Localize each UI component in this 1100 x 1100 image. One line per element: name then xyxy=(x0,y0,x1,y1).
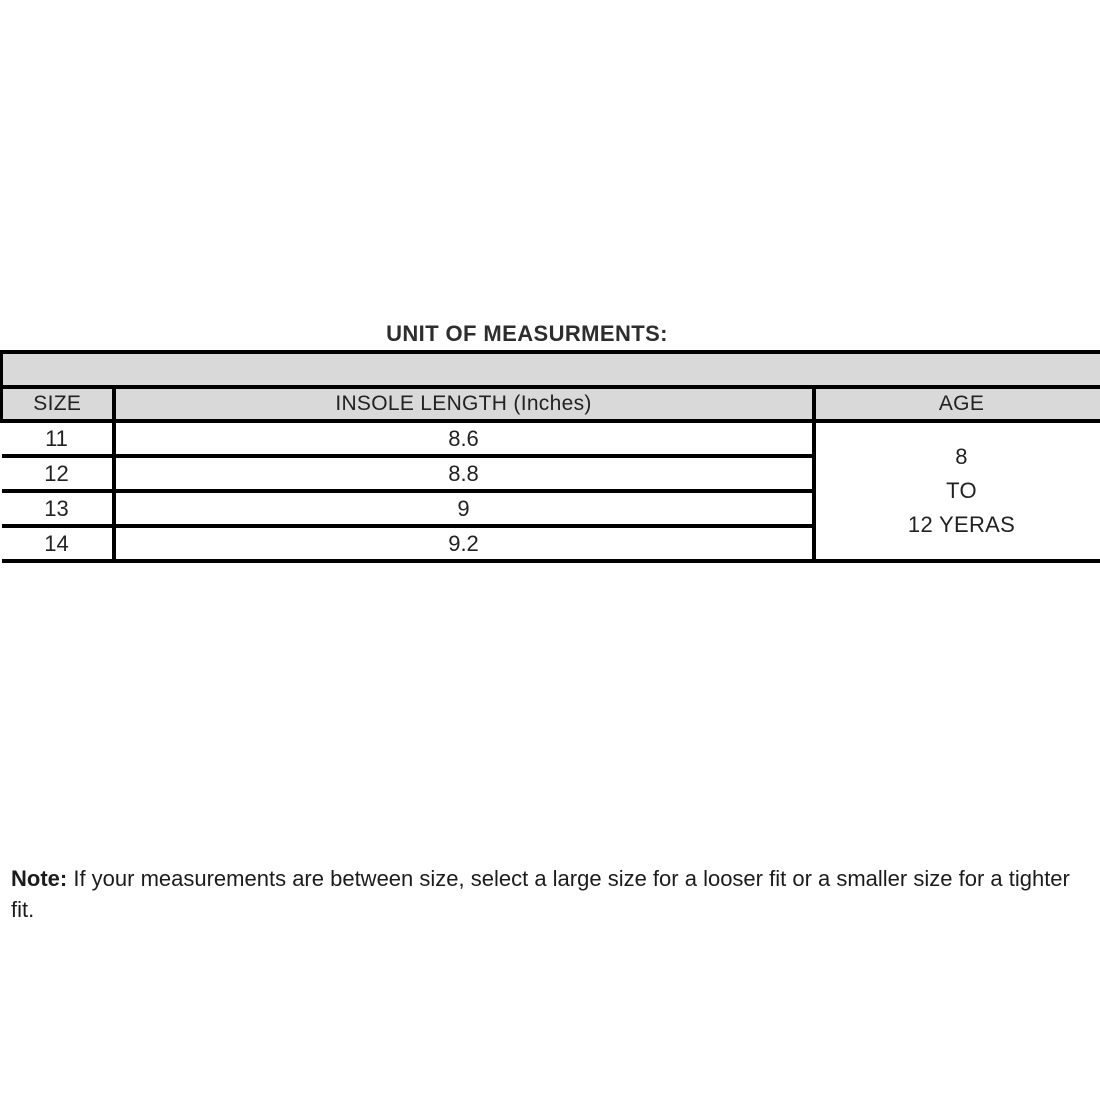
insole-length-cell: 9 xyxy=(114,491,814,526)
table-row-size-11 xyxy=(2,421,1100,456)
age-line-2: TO xyxy=(946,478,977,503)
insole-length-cell: 8.6 xyxy=(114,421,814,456)
age-line-3: 12 YERAS xyxy=(907,512,1016,537)
size-cell: 12 xyxy=(2,456,114,491)
note-text xyxy=(11,863,1093,925)
column-header-age: AGE xyxy=(814,387,1100,421)
table-spacer-row xyxy=(2,352,1100,387)
size-chart-table-wrapper xyxy=(0,350,1100,563)
column-header-insole-length: INSOLE LENGTH (Inches) xyxy=(114,387,814,421)
spacer-cell xyxy=(2,352,1100,387)
page-title: UNIT OF MEASURMENTS: xyxy=(386,321,668,346)
size-cell: 13 xyxy=(2,491,114,526)
age-line-1: 8 xyxy=(955,444,968,469)
age-merged-cell xyxy=(814,421,1100,561)
size-cell: 14 xyxy=(2,526,114,561)
size-cell: 11 xyxy=(2,421,114,456)
size-chart-table xyxy=(0,350,1100,563)
insole-length-cell: 9.2 xyxy=(114,526,814,561)
column-header-size: SIZE xyxy=(2,387,114,421)
note-label: Note: xyxy=(11,866,68,891)
insole-length-cell: 8.8 xyxy=(114,456,814,491)
note-body: If your measurements are between size, select a large size for a looser fit or a smaller size for a tighter fit. xyxy=(11,866,1070,922)
table-header-row xyxy=(2,387,1100,421)
